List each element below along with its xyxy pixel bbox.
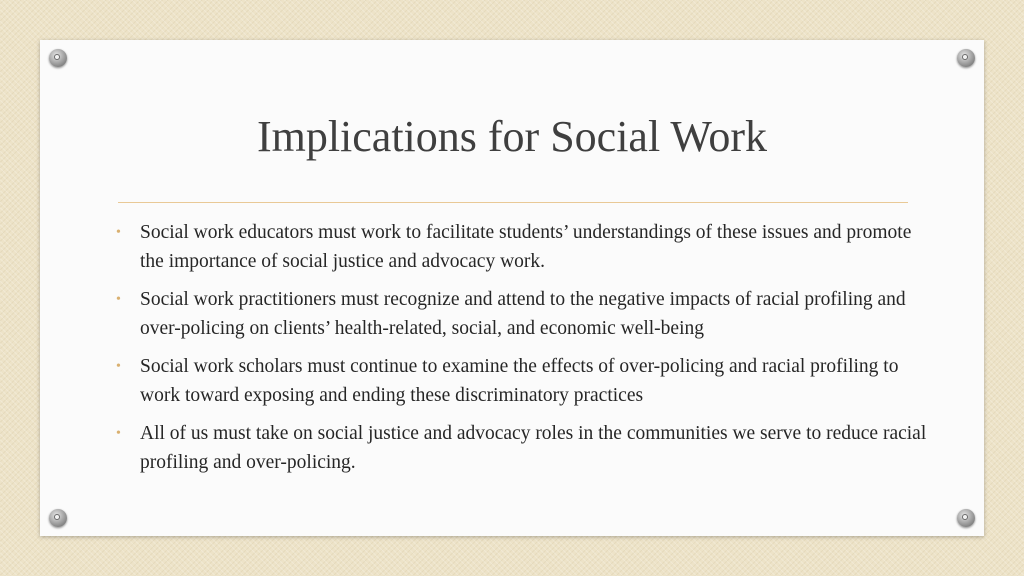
slide-title: Implications for Social Work — [256, 112, 768, 161]
bullet-marker: • — [116, 225, 121, 240]
bullet-item — [116, 419, 930, 477]
pin-icon — [49, 49, 67, 67]
bullet-text: Social work scholars must continue to examine the effects of over-policing and racial profiling to work toward exposing and ending these discriminatory practices — [140, 356, 899, 406]
bullet-text: Social work practitioners must recognize and attend to the negative impacts of racial profiling and over-policing on clients’ health-related, social, and economic well-being — [140, 289, 906, 339]
bullet-marker: • — [116, 292, 121, 307]
pin-icon — [957, 49, 975, 67]
bullet-marker: • — [116, 359, 121, 374]
pin-icon — [957, 509, 975, 527]
bullet-text: Social work educators must work to facilitate students’ understandings of these issues and promote the importance of social justice and advocacy work. — [140, 222, 912, 272]
bullet-list — [116, 218, 930, 486]
bullet-text: All of us must take on social justice and advocacy roles in the communities we serve to reduce racial profiling and over-policing. — [140, 423, 927, 473]
pin-icon — [49, 509, 67, 527]
bullet-item — [116, 352, 930, 410]
bullet-marker: • — [116, 426, 121, 441]
slide-card — [40, 40, 984, 536]
bullet-item — [116, 218, 930, 276]
bullet-item — [116, 285, 930, 343]
title-divider — [118, 202, 908, 203]
